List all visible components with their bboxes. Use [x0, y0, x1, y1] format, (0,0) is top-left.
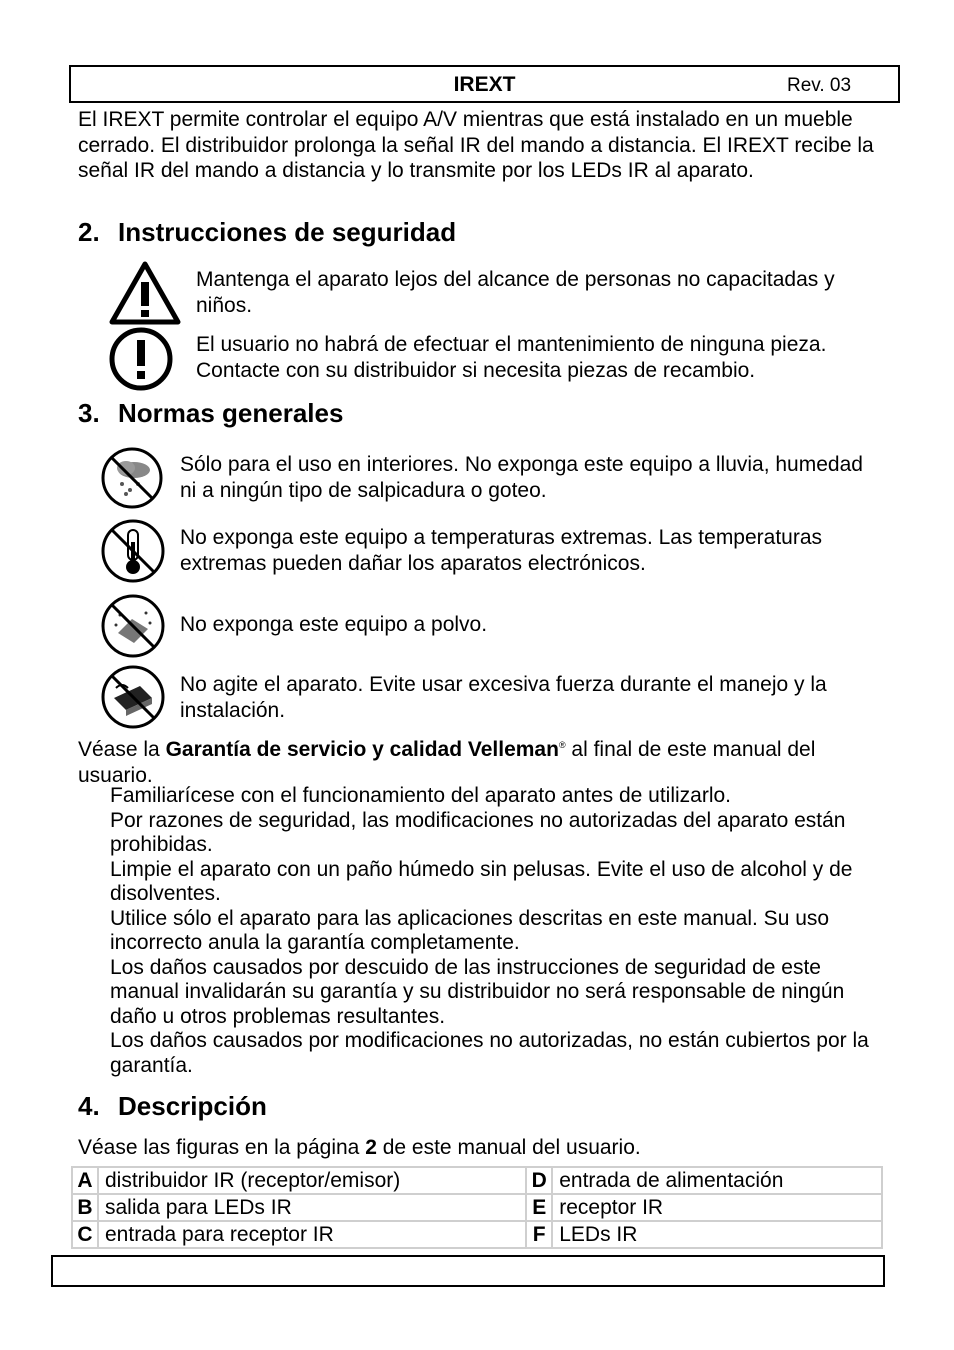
list-item: Por razones de seguridad, las modificaciones no autorizadas del aparato están prohibidas.: [110, 808, 846, 856]
table-value: salida para LEDs IR: [98, 1194, 526, 1221]
registered-mark: ®: [558, 740, 566, 750]
safety-item-1-text: Mantenga el aparato lejos del alcance de personas no capacitadas y niños.: [196, 268, 835, 317]
section-3-title: Normas generales: [118, 398, 344, 428]
description-table: [71, 1166, 883, 1249]
general-item-2-text: No exponga este equipo a temperaturas extremas. Las temperaturas extremas pueden dañar los aparatos electrónicos.: [180, 526, 823, 575]
table-key: C: [72, 1221, 98, 1248]
table-row: [72, 1194, 882, 1221]
section-3-heading: [78, 398, 343, 429]
general-item-1-text: Sólo para el uso en interiores. No exponga este equipo a lluvia, humedad ni a ningún tipo de salpicadura o goteo.: [180, 453, 863, 502]
table-value: receptor IR: [552, 1194, 882, 1221]
no-temperature-icon: [100, 518, 166, 584]
warranty-paragraph: [78, 733, 878, 788]
general-item-4-text: No agite el aparato. Evite usar excesiva fuerza durante el manejo y la instalación.: [180, 673, 827, 722]
figures-pre: Véase las figuras en la página: [78, 1136, 366, 1159]
table-key: A: [72, 1167, 98, 1194]
list-item: Familiarícese con el funcionamiento del aparato antes de utilizarlo.: [110, 784, 732, 807]
section-2-title: Instrucciones de seguridad: [118, 217, 457, 247]
document-footer: [51, 1255, 885, 1287]
section-2-number: 2.: [78, 217, 100, 247]
table-row: [72, 1167, 882, 1194]
table-value: entrada para receptor IR: [98, 1221, 526, 1248]
warranty-pre: Véase la: [78, 738, 166, 761]
table-value: LEDs IR: [552, 1221, 882, 1248]
section-4-heading: [78, 1091, 267, 1122]
figures-post: de este manual del usuario.: [376, 1136, 641, 1159]
general-item-3-text: No exponga este equipo a polvo.: [180, 613, 488, 636]
table-key: B: [72, 1194, 98, 1221]
figures-page: 2: [365, 1136, 377, 1159]
no-rain-icon: [100, 446, 164, 510]
table-key: E: [526, 1194, 552, 1221]
no-dust-icon: [100, 593, 166, 659]
general-rules-list: [110, 784, 880, 1078]
list-item: Los daños causados por modificaciones no autorizadas, no están cubiertos por la garantía.: [110, 1029, 869, 1077]
section-4-title: Descripción: [118, 1091, 267, 1121]
document-title: IREXT: [453, 73, 516, 96]
table-key: D: [526, 1167, 552, 1194]
safety-item-2-text: El usuario no habrá de efectuar el mantenimiento de ninguna pieza. Contacte con su distribuidor si necesita piezas de recambio.: [196, 333, 827, 382]
section-3-number: 3.: [78, 398, 100, 428]
warranty-bold: Garantía de servicio y calidad Velleman: [165, 738, 559, 761]
table-value: distribuidor IR (receptor/emisor): [98, 1167, 526, 1194]
revision-label: Rev. 03: [787, 75, 852, 96]
list-item: Utilice sólo el aparato para las aplicaciones descritas en este manual. Su uso incorrecto anula la garantía completamente.: [110, 906, 830, 954]
table-key: F: [526, 1221, 552, 1248]
warranty-post: al final de este manual del usuario.: [78, 738, 816, 787]
table-value: entrada de alimentación: [552, 1167, 882, 1194]
no-shake-icon: [100, 664, 166, 730]
section-4-number: 4.: [78, 1091, 100, 1121]
list-item: Limpie el aparato con un paño húmedo sin pelusas. Evite el uso de alcohol y de disolventes.: [110, 857, 853, 905]
table-row: [72, 1221, 882, 1248]
list-item: Los daños causados por descuido de las instrucciones de seguridad de este manual invalidarán su garantía y su distribuidor no será responsable de ningún daño u otros problemas resultantes.: [110, 955, 845, 1028]
warning-triangle-icon: [108, 260, 182, 326]
exclamation-circle-icon: [108, 326, 174, 392]
intro-paragraph: El IREXT permite controlar el equipo A/V mientras que está instalado en un mueble cerrado. El distribuidor prolonga la señal IR del mando a distancia. El IREXT recibe la señal IR del mando a distancia y lo transmite por los LEDs IR al aparato.: [78, 108, 874, 182]
figures-paragraph: [78, 1135, 878, 1161]
section-2-heading: [78, 217, 456, 248]
document-header: [69, 65, 900, 103]
